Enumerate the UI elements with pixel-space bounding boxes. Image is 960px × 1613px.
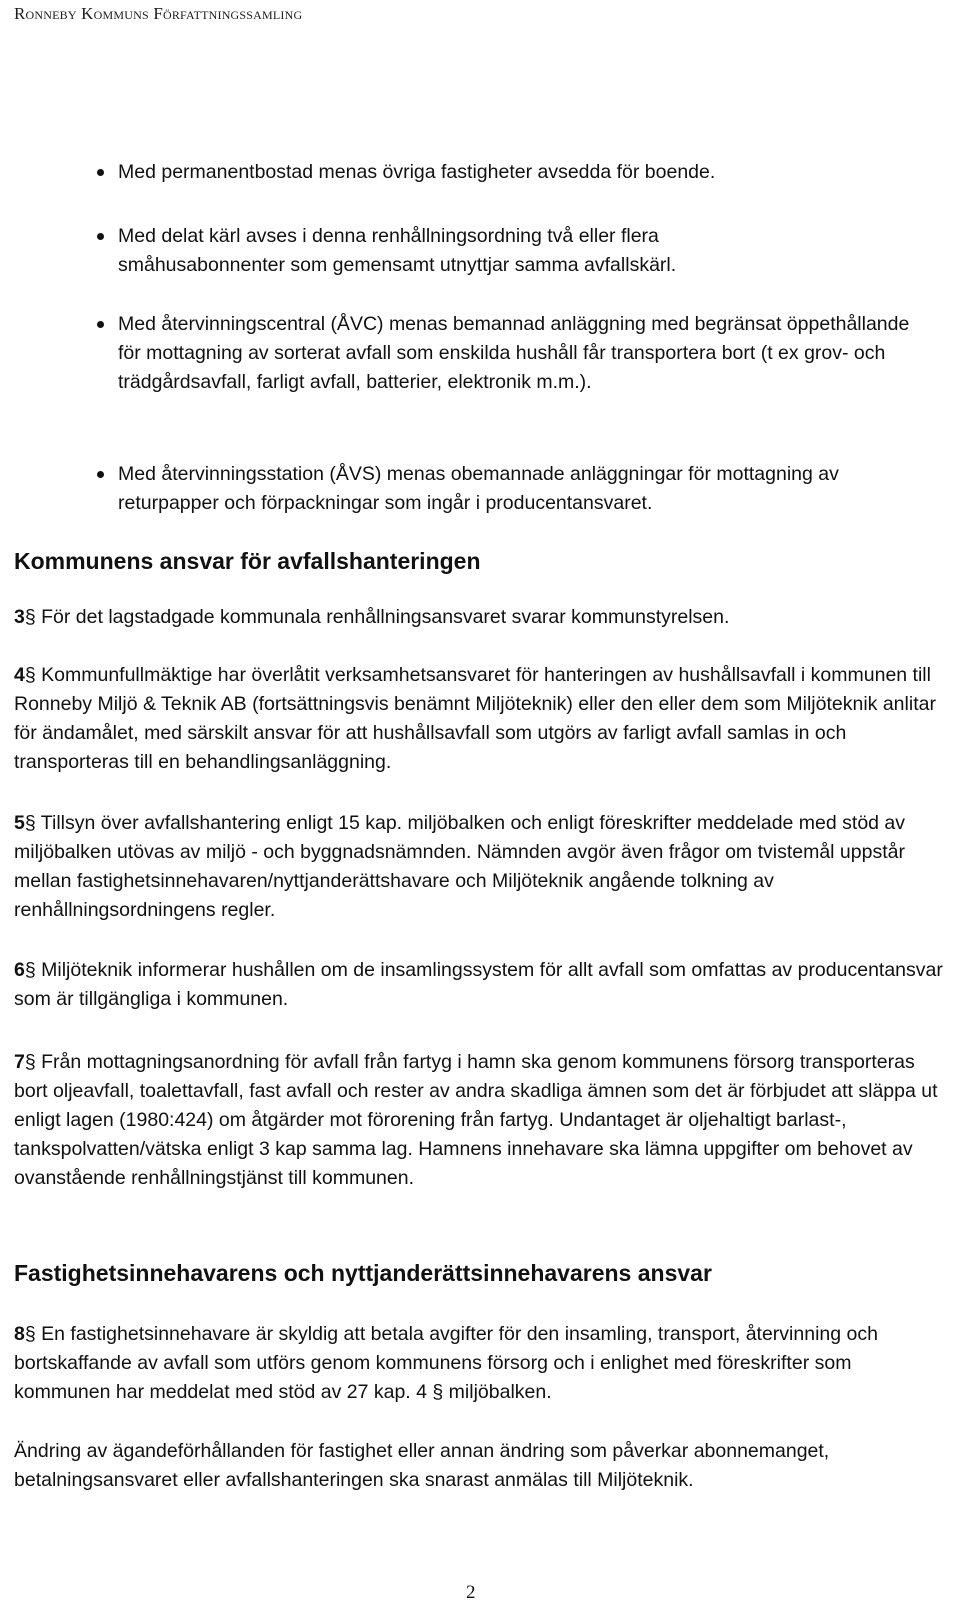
bullet-item	[118, 460, 938, 518]
bullet-text: Med återvinningscentral (ÅVC) menas bemannad anläggning med begränsat öppethållande för mottagning av sorterat avfall som enskilda hushåll får transportera bort (t ex grov- och trädgårdsavfall, farligt avfall, batterier, elektronik m.m.).	[118, 313, 910, 393]
paragraph-number: 5	[14, 812, 25, 834]
paragraph-number: 4	[14, 664, 25, 686]
section-sign: §	[24, 606, 36, 628]
bullet-text: Med delat kärl avses i denna renhållningsordning två eller flera småhusabonnenter som gemensamt utnyttjar samma avfallskärl.	[118, 225, 677, 276]
bullet-item	[118, 310, 918, 397]
paragraph	[14, 603, 944, 632]
bullet-item	[118, 158, 918, 187]
paragraph-number: 6	[14, 959, 25, 981]
bullet-icon	[97, 321, 104, 328]
page-number: 2	[466, 1582, 476, 1603]
paragraph	[14, 1320, 944, 1407]
section-heading: Fastighetsinnehavarens och nyttjanderättsinnehavarens ansvar	[14, 1260, 712, 1286]
bullet-text: Med permanentbostad menas övriga fastigheter avsedda för boende.	[118, 161, 716, 183]
section-sign: §	[24, 664, 36, 686]
paragraph-number: 8	[14, 1323, 25, 1345]
paragraph	[14, 1048, 944, 1193]
paragraph-note: Ändring av ägandeförhållanden för fastighet eller annan ändring som påverkar abonnemanget, betalningsansvaret eller avfallshanteringen ska snarast anmälas till Miljöteknik.	[14, 1440, 830, 1491]
paragraph-number: 3	[14, 606, 25, 628]
section-heading: Kommunens ansvar för avfallshanteringen	[14, 548, 481, 574]
bullet-text: Med återvinningsstation (ÅVS) menas obemannade anläggningar för mottagning av returpapper och förpackningar som ingår i producentansvaret.	[118, 463, 839, 514]
section-sign: §	[24, 959, 36, 981]
section-sign: §	[24, 812, 36, 834]
paragraph	[14, 956, 944, 1014]
paragraph-text: Tillsyn över avfallshantering enligt 15 kap. miljöbalken och enligt föreskrifter meddelade med stöd av miljöbalken utövas av miljö - och byggnadsnämnden. Nämnden avgör även frågor om tvistemål uppstår mellan fastighetsinnehavaren/nyttjanderättshavare och Miljöteknik angående tolkning av renhållningsordningens regler.	[14, 812, 906, 921]
paragraph-text: För det lagstadgade kommunala renhållningsansvaret svarar kommunstyrelsen.	[41, 606, 730, 628]
paragraph	[14, 809, 944, 925]
bullet-icon	[97, 471, 104, 478]
paragraph-text: En fastighetsinnehavare är skyldig att betala avgifter för den insamling, transport, återvinning och bortskaffande av avfall som utförs genom kommunens försorg och i enlighet med föreskrifter som kommunen har meddelat med stöd av 27 kap. 4 § miljöbalken.	[14, 1323, 878, 1403]
paragraph-text: Miljöteknik informerar hushållen om de insamlingssystem för allt avfall som omfattas av producentansvar som är tillgängliga i kommunen.	[14, 959, 943, 1010]
section-sign: §	[24, 1323, 36, 1345]
section-sign: §	[24, 1051, 36, 1073]
bullet-item	[118, 222, 778, 280]
paragraph	[14, 661, 944, 777]
paragraph-text: Kommunfullmäktige har överlåtit verksamhetsansvaret för hanteringen av hushållsavfall i kommunen till Ronneby Miljö & Teknik AB (fortsättningsvis benämnt Miljöteknik) eller den eller dem som Miljöteknik anlitar för ändamålet, med särskilt ansvar för att hushållsavfall som utgörs av farligt avfall samlas in och transporteras till en behandlingsanläggning.	[14, 664, 936, 773]
bullet-icon	[97, 169, 104, 176]
running-header: Ronneby Kommuns Författningssamling	[14, 4, 303, 23]
paragraph-text: Från mottagningsanordning för avfall från fartyg i hamn ska genom kommunens försorg transporteras bort oljeavfall, toalettavfall, fast avfall och rester av andra skadliga ämnen som det är förbjudet att släppa ut enligt lagen (1980:424) om åtgärder mot förorening från fartyg. Undantaget är oljehaltigt barlast-, tankspolvatten/vätska enligt 3 kap samma lag. Hamnens innehavare ska lämna uppgifter om behovet av ovanstående renhållningstjänst till kommunen.	[14, 1051, 938, 1189]
paragraph-number: 7	[14, 1051, 25, 1073]
bullet-icon	[97, 233, 104, 240]
